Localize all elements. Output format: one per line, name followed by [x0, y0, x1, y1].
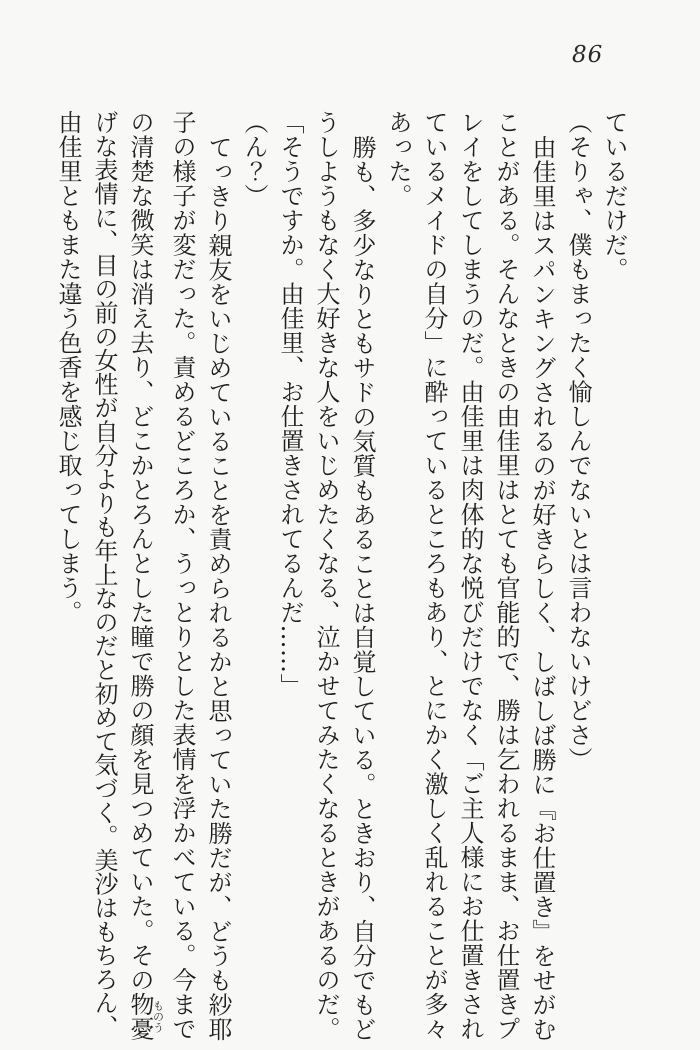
text-column-2: （そりゃ、僕もまったく愉しんでないとは言わないけどさ）: [564, 110, 592, 772]
text-column-7: あった。: [384, 110, 412, 208]
page-number: 86: [572, 42, 604, 68]
text-column-16: 由佳里ともまた違う色香を感じ取ってしまう。: [54, 110, 82, 625]
text-column-8: 勝も、多少なりともサドの気質もあることは自覚している。ときおり、自分でもど: [348, 134, 376, 1041]
text-column-12: てっきり親友をいじめていることを責められるかと思っていた勝だが、どうも紗耶: [204, 134, 232, 1041]
text-column-6: ているメイドの自分」に酔っているところもあり、とにかく激しく乱れることが多々: [420, 110, 448, 1041]
text-column-15: げな表情に、目の前の女性が自分よりも年上なのだと初めて気づく。美沙はもちろん、: [90, 110, 118, 1039]
text-column-3: 由佳里はスパンキングされるのが好きらしく、しばしば勝に『お仕置き』をせがむ: [528, 134, 556, 1041]
text-column-11: （ん？）: [240, 110, 268, 208]
text-column-1: ているだけだ。: [600, 110, 628, 282]
text-column-10: 「そうですか。由佳里、お仕置きされてるんだ……」: [276, 110, 304, 698]
text-column-13: 子の様子が変だった。責めるどころか、うっとりとした表情を浮かべている。今まで: [168, 110, 196, 1041]
text-column-5: レイをしてしまうのだ。由佳里は肉体的な悦びだけでなく「ご主人様にお仕置きされ: [456, 110, 484, 1041]
text-column-9: うしようもなく大好きな人をいじめたくなる、泣かせてみたくなるときがあるのだ。: [312, 110, 340, 1041]
text-column-4: ことがある。そんなときの由佳里はとても官能的で、勝は乞われるまま、お仕置きプ: [492, 110, 520, 1041]
text-column-14: の清楚な微笑は消え去り、どこかとろんとした瞳で勝の顔を見つめていた。その物憂ものう: [126, 110, 165, 1041]
ruby-annotated-word: 物憂ものう: [126, 992, 165, 1041]
text-block: [56, 110, 632, 1050]
